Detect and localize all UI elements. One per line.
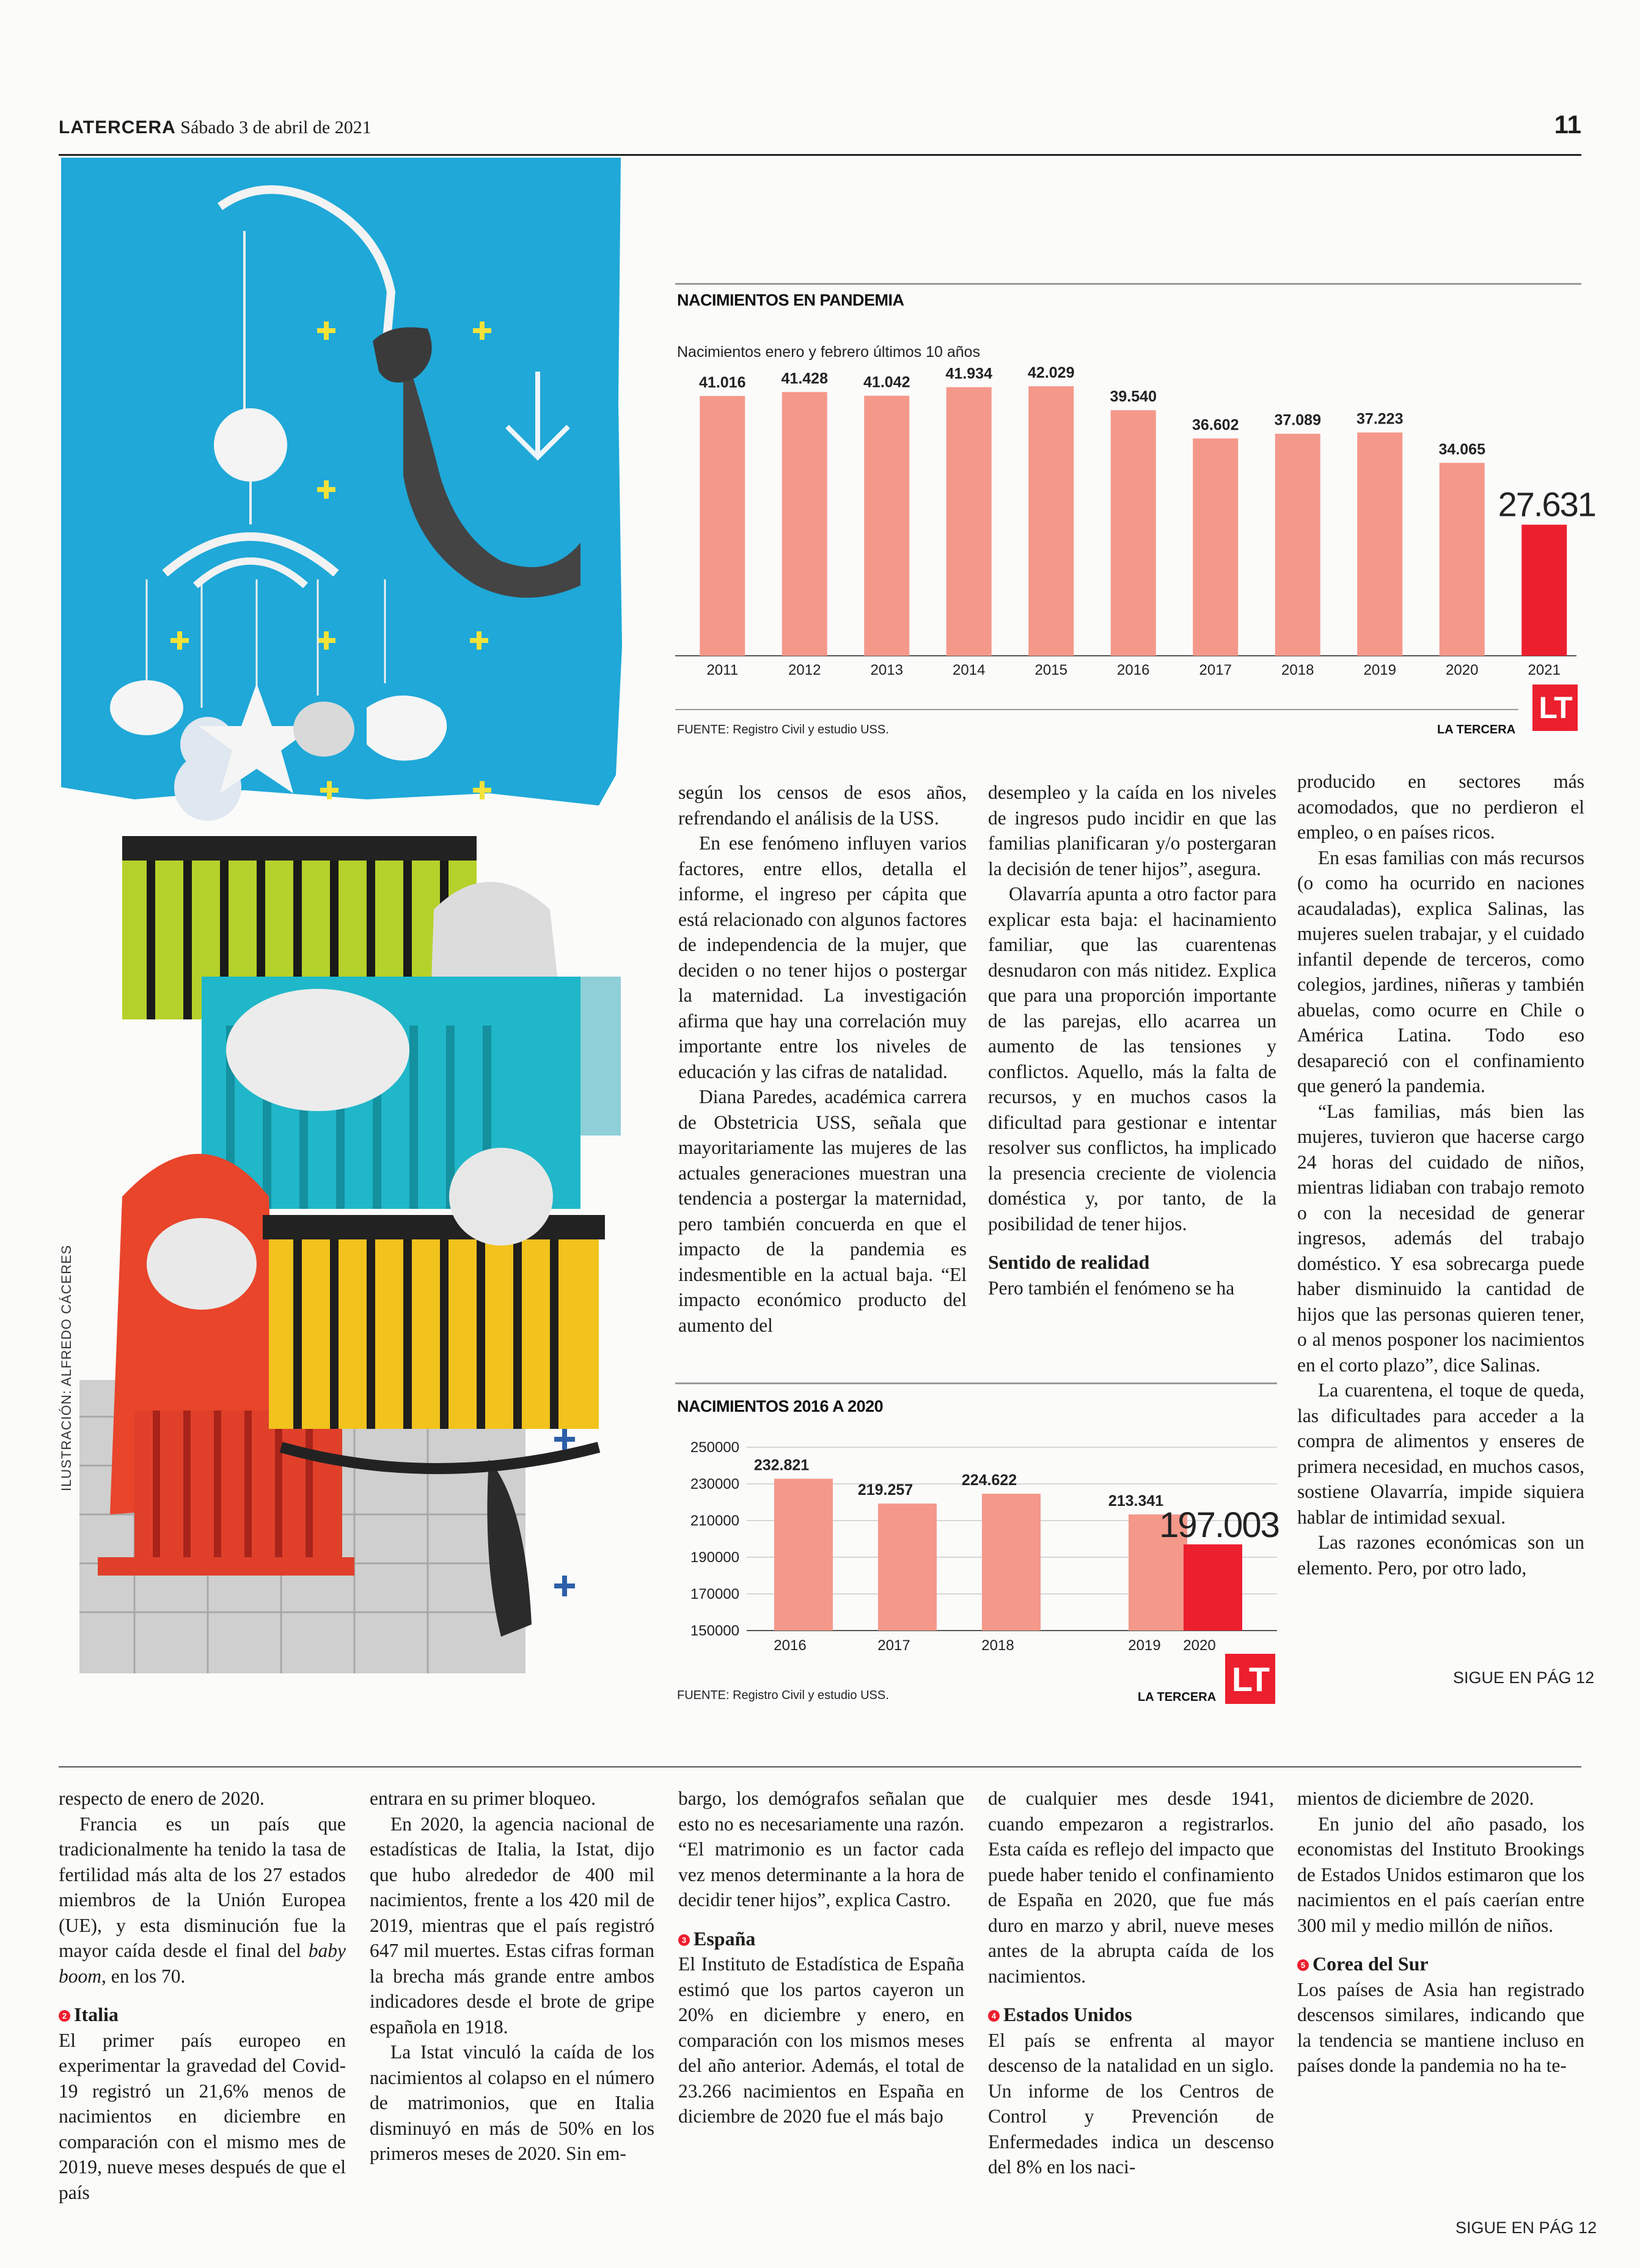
article-column-3 — [1297, 769, 1584, 1580]
value-label-2016: 39.540 — [1110, 388, 1157, 406]
bar-2019 — [1357, 433, 1402, 656]
bar-2017 — [1193, 438, 1238, 656]
illustration-credit: ILUSTRACIÓN: ALFREDO CÁCERES — [59, 1244, 74, 1491]
bottom-column-4 — [988, 1786, 1274, 2180]
bar-2012 — [782, 392, 827, 656]
y-tick-190000: 190000 — [690, 1549, 739, 1566]
x-tick-2018: 2018 — [1281, 662, 1314, 678]
paragraph: En ese fenómeno influyen varios factores, entre ellos, detalla el informe, el ingreso per cápita que está relacionado con algunos factores de independencia de la mujer, que deciden o no tener hijos o postergar la maternidad. La investigación afirma que hay una correlación muy importante entre los niveles de educación y las cifras de natalidad. — [678, 832, 967, 1082]
subhead-corea-del-sur: 5 Corea del Sur — [1297, 1951, 1584, 1977]
paragraph: La cuarentena, el toque de queda, las dificultades para acceder a la compra de alimentos y enseres de primera necesidad, en muchos casos, sostiene Olavarría, impide siquiera hablar de intimidad sexual. — [1297, 1379, 1584, 1528]
x-tick-2021: 2021 — [1528, 662, 1561, 678]
bar-2020 — [1184, 1544, 1242, 1631]
y-tick-250000: 250000 — [690, 1439, 739, 1456]
chart2-top-rule — [675, 1382, 1277, 1384]
value-label-2019: 213.341 — [1108, 1492, 1164, 1510]
bar-2016 — [1111, 410, 1156, 656]
bar-2015 — [1028, 386, 1074, 656]
paragraph: de cualquier mes desde 1941, cuando empezaron a registrarlos. Esta caída es reflejo del impacto que puede haber tenido el confinamiento de España en 2020, que fue más duro en marzo y abril, nueve meses antes de la abrupta caída de los nacimientos. — [988, 1788, 1274, 1987]
chart1-brand: LA TERCERA — [1437, 723, 1516, 736]
continue-note-top: SIGUE EN PÁG 12 — [1453, 1668, 1595, 1687]
paragraph: El Instituto de Estadística de España estimó que los partos cayeron un 20% en diciembre y enero, en comparación con los mismos meses del año anterior. Además, el total de 23.266 nacimientos en España en diciembre de 2020 fue el más bajo — [678, 1953, 964, 2127]
paragraph: entrara en su primer bloqueo. — [370, 1788, 596, 1809]
subhead-estados-unidos: 4 Estados Unidos — [988, 2002, 1274, 2028]
bar-2018 — [1275, 434, 1320, 656]
value-label-2019: 37.223 — [1356, 410, 1404, 428]
bottom-column-5 — [1297, 1786, 1584, 2079]
chart1-source: FUENTE: Registro Civil y estudio USS. — [677, 723, 889, 736]
value-label-2020: 197.003 — [1159, 1505, 1279, 1545]
bottom-column-1 — [59, 1786, 346, 2205]
bar-2014 — [946, 387, 992, 656]
collage-artwork — [61, 158, 621, 1698]
x-tick-2019: 2019 — [1363, 662, 1396, 678]
paragraph: producido en sectores más acomodados, que no perdieron el empleo, o en países ricos. — [1297, 771, 1584, 843]
value-label-2013: 41.042 — [863, 373, 910, 391]
paragraph: bargo, los demógrafos señalan que esto no es necesariamente una razón. “El matrimonio es un factor cada vez menos determinante a la hora de decidir tener hijos”, explica Castro. — [678, 1788, 964, 1910]
paragraph: La Istat vinculó la caída de los nacimientos al colapso en el número de matrimonios, que en Italia disminuyó en más de 50% en los primeros meses de 2020. Sin em- — [370, 2041, 654, 2164]
paragraph: Las razones económicas son un elemento. Pero, por otro lado, — [1297, 1532, 1584, 1579]
value-label-2018: 37.089 — [1274, 411, 1321, 429]
chart1-births-jan-feb — [666, 361, 1595, 684]
lt-logo: LT — [1225, 1654, 1275, 1704]
x-tick-2014: 2014 — [953, 662, 986, 678]
paragraph: según los censos de esos años, refrendando el análisis de la USS. — [678, 782, 967, 829]
paragraph: Francia es un país que tradicionalmente ha tenido la tasa de fertilidad más alta de los 27 estados miembros de la Unión Europea (UE), y esta disminución fue la mayor caída desde el final del baby boom, en los 70. — [59, 1813, 346, 1987]
lt-logo: LT — [1532, 684, 1578, 731]
bar-2016 — [774, 1479, 833, 1631]
value-label-2020: 34.065 — [1438, 441, 1485, 458]
bar-2018 — [982, 1494, 1041, 1631]
paragraph: mientos de diciembre de 2020. — [1297, 1788, 1534, 1809]
bar-2011 — [700, 396, 745, 656]
x-tick-2015: 2015 — [1034, 662, 1067, 678]
value-label-2011: 41.016 — [699, 373, 746, 391]
paragraph: Los países de Asia han registrado descensos similares, indicando que la tendencia se mantiene incluso en países donde la pandemia no ha te- — [1297, 1978, 1584, 2076]
subhead-sentido-de-realidad: Sentido de realidad — [988, 1251, 1150, 1273]
paragraph: En esas familias con más recursos (o como ha ocurrido en naciones acaudaladas), explica Salinas, las mujeres suelen trabajar, y el cuidado infantil depende de terceros, como colegios, jardines, niñeras y también abuelas, como ocurre en Chile o América Latina. Todo eso desapareció con el confinamiento que generó la pandemia. — [1297, 846, 1584, 1096]
paragraph: El país se enfrenta al mayor descenso de la natalidad en un siglo. Un informe de los Centros de Control y Prevención de Enfermedades indica un descenso del 8% en los naci- — [988, 2029, 1274, 2178]
value-label-2015: 42.029 — [1028, 364, 1075, 381]
paragraph: El primer país europeo en experimentar la gravedad del Covid-19 registró un 21,6% menos de nacimientos en diciembre en comparación con el mismo mes de 2019, nueve meses después de que el país — [59, 2029, 346, 2203]
bar-2013 — [864, 396, 909, 656]
chart2-brand: LA TERCERA — [1138, 1690, 1217, 1704]
value-label-2018: 224.622 — [961, 1472, 1017, 1489]
y-tick-230000: 230000 — [690, 1476, 739, 1492]
bottom-column-2 — [370, 1786, 654, 2167]
paragraph: Pero también el fenómeno se ha — [988, 1277, 1235, 1299]
continue-note-bottom: SIGUE EN PÁG 12 — [1455, 2218, 1597, 2237]
article-column-1 — [678, 780, 967, 1338]
issue-date: Sábado 3 de abril de 2021 — [180, 117, 372, 138]
bar-2020 — [1440, 463, 1485, 656]
paragraph: Olavarría apunta a otro factor para explicar esta baja: el hacinamiento familiar, que las cuarentenas desnudaron con más nitidez. Explica que para una proporción importante de las parejas, ello acarrea un aumento de las tensiones y conflictos. Aquello, más la falta de recursos, y en muchos casos la dificultad para gestionar e intentar resolver sus conflictos, ha implicado la presencia creciente de violencia doméstica y, por tanto, de la posibilidad de tener hijos. — [988, 883, 1276, 1235]
x-tick-2012: 2012 — [788, 662, 821, 678]
paragraph: Diana Paredes, académica carrera de Obstetricia USS, señala que mayoritariamente las mujeres de las actuales generaciones muestran una tendencia a postergar la maternidad, pero también concuerda en que el impacto de la pandemia es indesmentible en la actual baja. “El impacto económico producto del aumento del — [678, 1086, 967, 1336]
chart2-source: FUENTE: Registro Civil y estudio USS. — [677, 1689, 889, 1702]
chart1-bottom-rule — [675, 709, 1518, 710]
subhead-espana: 3 España — [678, 1926, 964, 1952]
chart2-births-2016-2020 — [672, 1436, 1283, 1662]
section-divider — [59, 1766, 1581, 1767]
x-tick-2011: 2011 — [706, 662, 739, 678]
value-label-2016: 232.821 — [753, 1456, 810, 1474]
subhead-italia: 2 Italia — [59, 2002, 346, 2028]
value-label-2014: 41.934 — [945, 365, 992, 383]
chart1-title: NACIMIENTOS EN PANDEMIA — [677, 291, 904, 309]
chart2-title: NACIMIENTOS 2016 A 2020 — [677, 1397, 884, 1415]
y-tick-170000: 170000 — [690, 1586, 739, 1602]
page-header — [59, 117, 372, 138]
x-tick-2016: 2016 — [774, 1637, 807, 1654]
value-label-2017: 36.602 — [1192, 416, 1239, 434]
x-tick-2016: 2016 — [1117, 662, 1150, 678]
paragraph: En 2020, la agencia nacional de estadísticas de Italia, la Istat, dijo que hubo alrededor de 400 mil nacimientos, frente a los 420 mil de 2019, mientras que el país registró 647 mil muertes. Estas cifras forman la brecha más grande entre ambos indicadores desde el brote de gripe española en 1918. — [370, 1813, 654, 2038]
x-tick-2019: 2019 — [1128, 1637, 1161, 1654]
x-tick-2020: 2020 — [1183, 1637, 1216, 1654]
y-tick-150000: 150000 — [690, 1623, 739, 1639]
y-tick-210000: 210000 — [690, 1513, 739, 1529]
x-tick-2018: 2018 — [981, 1637, 1014, 1654]
chart1-subtitle: Nacimientos enero y febrero últimos 10 años — [677, 343, 981, 361]
x-tick-2020: 2020 — [1446, 662, 1479, 678]
paragraph: “Las familias, más bien las mujeres, tuvieron que hacerse cargo 24 horas del cuidado de niños, mientras lidiaban con trabajo remoto o con la necesidad de generar ingresos, además del trabajo doméstico. Y esa sobrecarga puede haber disminuido la cantidad de hijos que las personas quieren tener, o al menos posponer los nacimientos en el corto plazo”, dice Salinas. — [1297, 1100, 1584, 1376]
bar-2017 — [878, 1503, 937, 1631]
bar-2021 — [1521, 525, 1567, 656]
newspaper-brand: LATERCERA — [59, 117, 176, 138]
chart1-top-rule — [675, 283, 1581, 285]
x-tick-2017: 2017 — [877, 1637, 910, 1654]
value-label-2017: 219.257 — [857, 1481, 913, 1499]
x-tick-2013: 2013 — [870, 662, 903, 678]
x-tick-2017: 2017 — [1199, 662, 1232, 678]
article-column-2 — [988, 780, 1276, 1301]
value-label-2021: 27.631 — [1498, 485, 1595, 524]
paragraph: En junio del año pasado, los economistas del Instituto Brookings de Estados Unidos estimaron que los nacimientos en el país caerían entre 300 mil y medio millón de niños. — [1297, 1813, 1584, 1936]
collage-illustration — [61, 158, 621, 1698]
paragraph: desempleo y la caída en los niveles de ingresos pudo incidir en que las familias planificaran y/o postergaran la decisión de tener hijos”, asegura. — [988, 782, 1276, 879]
page-number: 11 — [1554, 110, 1581, 139]
paragraph: respecto de enero de 2020. — [59, 1788, 265, 1809]
header-rule — [59, 154, 1581, 156]
value-label-2012: 41.428 — [781, 370, 828, 387]
bottom-column-3 — [678, 1786, 964, 2129]
